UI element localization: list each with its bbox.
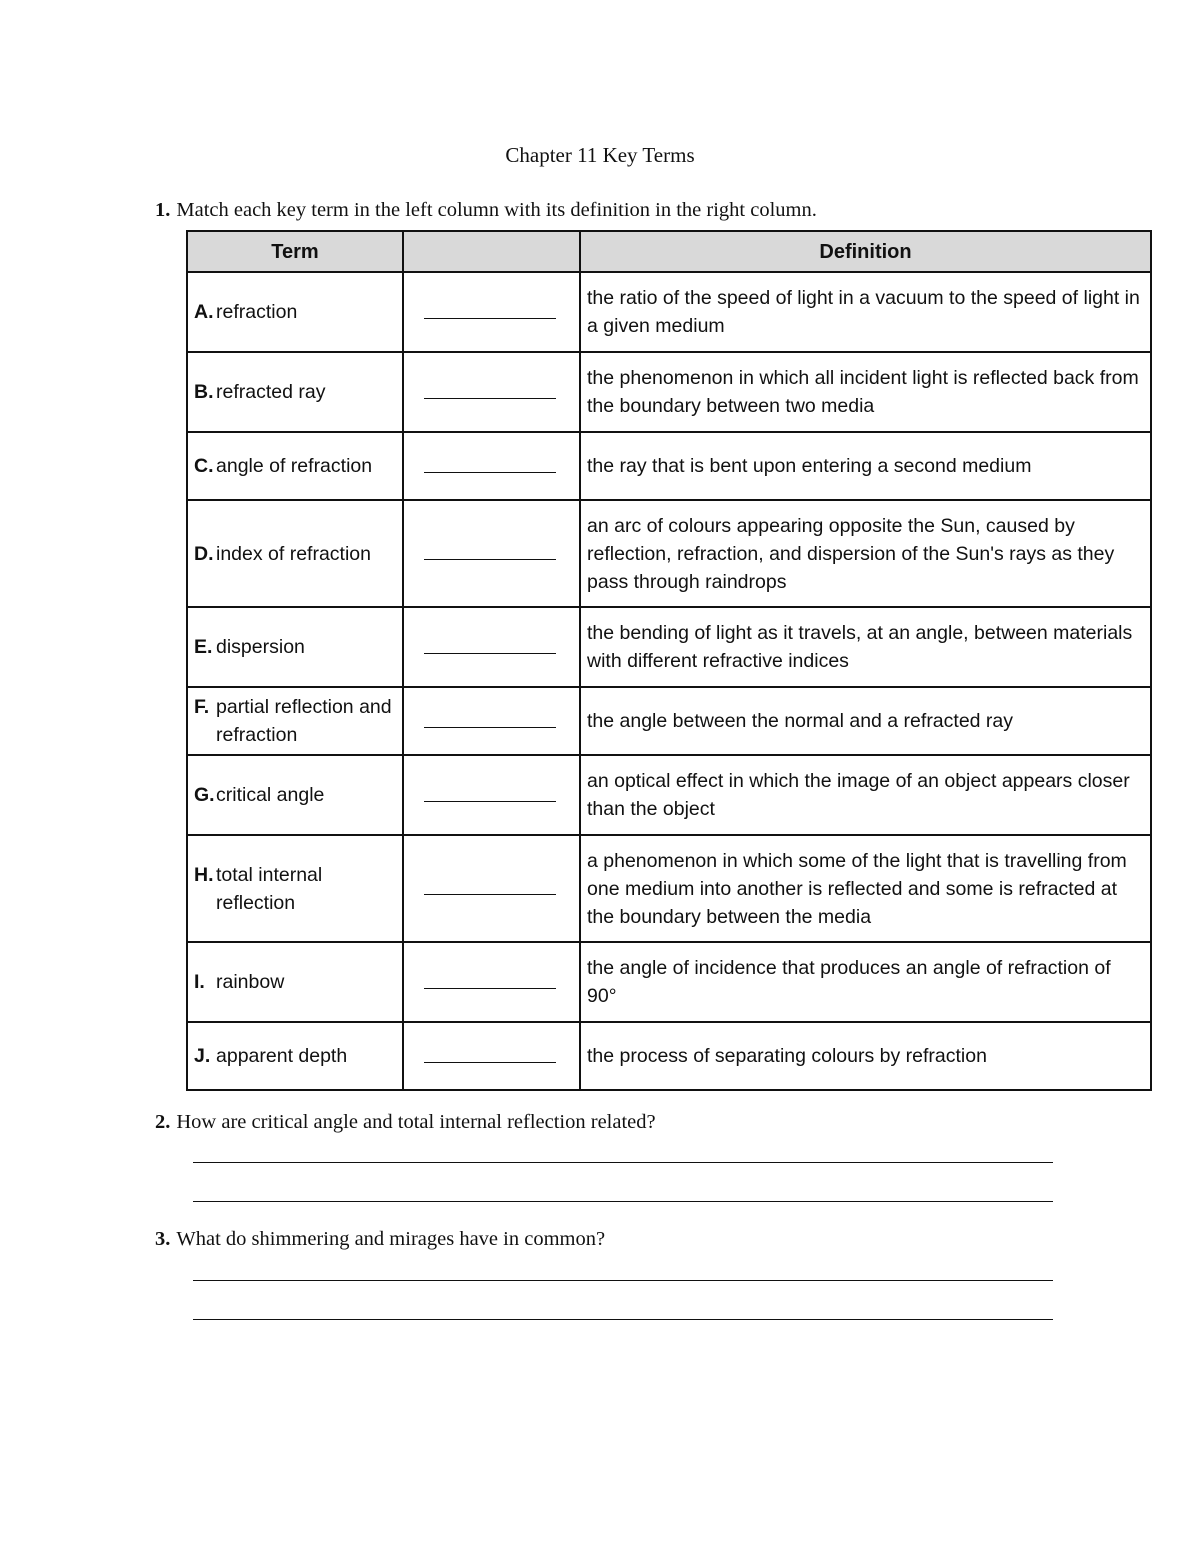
answer-line-3a[interactable] [193, 1280, 1053, 1281]
term-letter: J. [194, 1045, 211, 1067]
answer-blank-cell[interactable] [403, 835, 580, 942]
term-letter: I. [194, 971, 205, 993]
term-cell [187, 500, 403, 607]
key-terms-table [186, 230, 1152, 1091]
definition-cell: an optical effect in which the image of an object appears closer than the object [580, 755, 1151, 835]
answer-blank-cell[interactable] [403, 352, 580, 432]
term-letter: E. [194, 636, 213, 658]
answer-blank-line[interactable] [424, 988, 556, 989]
answer-blank-cell[interactable] [403, 272, 580, 352]
table-row [187, 687, 1151, 755]
term-letter: B. [194, 381, 214, 403]
term-text: angle of refraction [216, 455, 373, 477]
table-row [187, 352, 1151, 432]
term-text: refraction [216, 301, 298, 323]
term-text: refracted ray [216, 381, 326, 403]
table-row [187, 272, 1151, 352]
answer-blank-line[interactable] [424, 894, 556, 895]
answer-line-2a[interactable] [193, 1162, 1053, 1163]
answer-blank-cell[interactable] [403, 607, 580, 687]
question-2 [155, 1111, 656, 1134]
answer-blank-line[interactable] [424, 727, 556, 728]
term-text: rainbow [216, 971, 285, 993]
answer-blank-line[interactable] [424, 472, 556, 473]
definition-cell: the process of separating colours by refraction [580, 1022, 1151, 1090]
header-definition: Definition [580, 231, 1151, 272]
answer-line-3b[interactable] [193, 1319, 1053, 1320]
question-1 [155, 199, 817, 222]
definition-cell: the angle of incidence that produces an angle of refraction of 90° [580, 942, 1151, 1022]
term-cell [187, 835, 403, 942]
table-row [187, 500, 1151, 607]
term-text: critical angle [216, 784, 325, 806]
question-1-number: 1. [155, 199, 171, 221]
question-3-text: What do shimmering and mirages have in common? [176, 1228, 606, 1250]
page-title: Chapter 11 Key Terms [505, 143, 695, 167]
definition-cell: the ray that is bent upon entering a second medium [580, 432, 1151, 500]
definition-cell: a phenomenon in which some of the light that is travelling from one medium into another is reflected and some is refracted at the boundary between the media [580, 835, 1151, 942]
table-row [187, 607, 1151, 687]
term-cell [187, 272, 403, 352]
answer-blank-cell[interactable] [403, 500, 580, 607]
answer-blank-line[interactable] [424, 559, 556, 560]
definition-cell: an arc of colours appearing opposite the Sun, caused by reflection, refraction, and dispersion of the Sun's rays as they pass through raindrops [580, 500, 1151, 607]
answer-blank-cell[interactable] [403, 1022, 580, 1090]
term-text: partial reflection and refraction [216, 696, 392, 746]
term-cell [187, 432, 403, 500]
table-row [187, 1022, 1151, 1090]
term-cell [187, 352, 403, 432]
definition-cell: the angle between the normal and a refracted ray [580, 687, 1151, 755]
term-letter: D. [194, 542, 214, 565]
answer-blank-line[interactable] [424, 801, 556, 802]
table-row [187, 432, 1151, 500]
term-letter: H. [194, 863, 214, 886]
definition-cell: the phenomenon in which all incident light is reflected back from the boundary between two media [580, 352, 1151, 432]
term-cell [187, 687, 403, 755]
table-header-row [187, 231, 1151, 272]
term-cell [187, 607, 403, 687]
table-row [187, 755, 1151, 835]
term-text: total internal reflection [216, 863, 323, 914]
answer-blank-cell[interactable] [403, 755, 580, 835]
answer-blank-cell[interactable] [403, 432, 580, 500]
answer-blank-cell[interactable] [403, 687, 580, 755]
answer-blank-line[interactable] [424, 318, 556, 319]
term-cell [187, 942, 403, 1022]
term-letter: C. [194, 455, 214, 477]
answer-blank-line[interactable] [424, 653, 556, 654]
answer-blank-cell[interactable] [403, 942, 580, 1022]
term-letter: G. [194, 784, 215, 806]
question-2-text: How are critical angle and total internal reflection related? [176, 1111, 656, 1133]
term-letter: A. [194, 301, 214, 323]
term-letter: F. [194, 696, 210, 718]
table-row [187, 835, 1151, 942]
question-3 [155, 1228, 605, 1251]
header-blank [403, 231, 580, 272]
question-1-text: Match each key term in the left column with its definition in the right column. [176, 199, 817, 221]
term-text: apparent depth [216, 1045, 348, 1067]
question-3-number: 3. [155, 1228, 171, 1250]
header-term: Term [187, 231, 403, 272]
term-text: index of refraction [216, 542, 372, 565]
answer-blank-line[interactable] [424, 398, 556, 399]
term-cell [187, 1022, 403, 1090]
question-2-number: 2. [155, 1111, 171, 1133]
table-row [187, 942, 1151, 1022]
definition-cell: the bending of light as it travels, at an angle, between materials with different refractive indices [580, 607, 1151, 687]
answer-blank-line[interactable] [424, 1062, 556, 1063]
definition-cell: the ratio of the speed of light in a vacuum to the speed of light in a given medium [580, 272, 1151, 352]
answer-line-2b[interactable] [193, 1201, 1053, 1202]
term-text: dispersion [216, 636, 305, 658]
term-cell [187, 755, 403, 835]
